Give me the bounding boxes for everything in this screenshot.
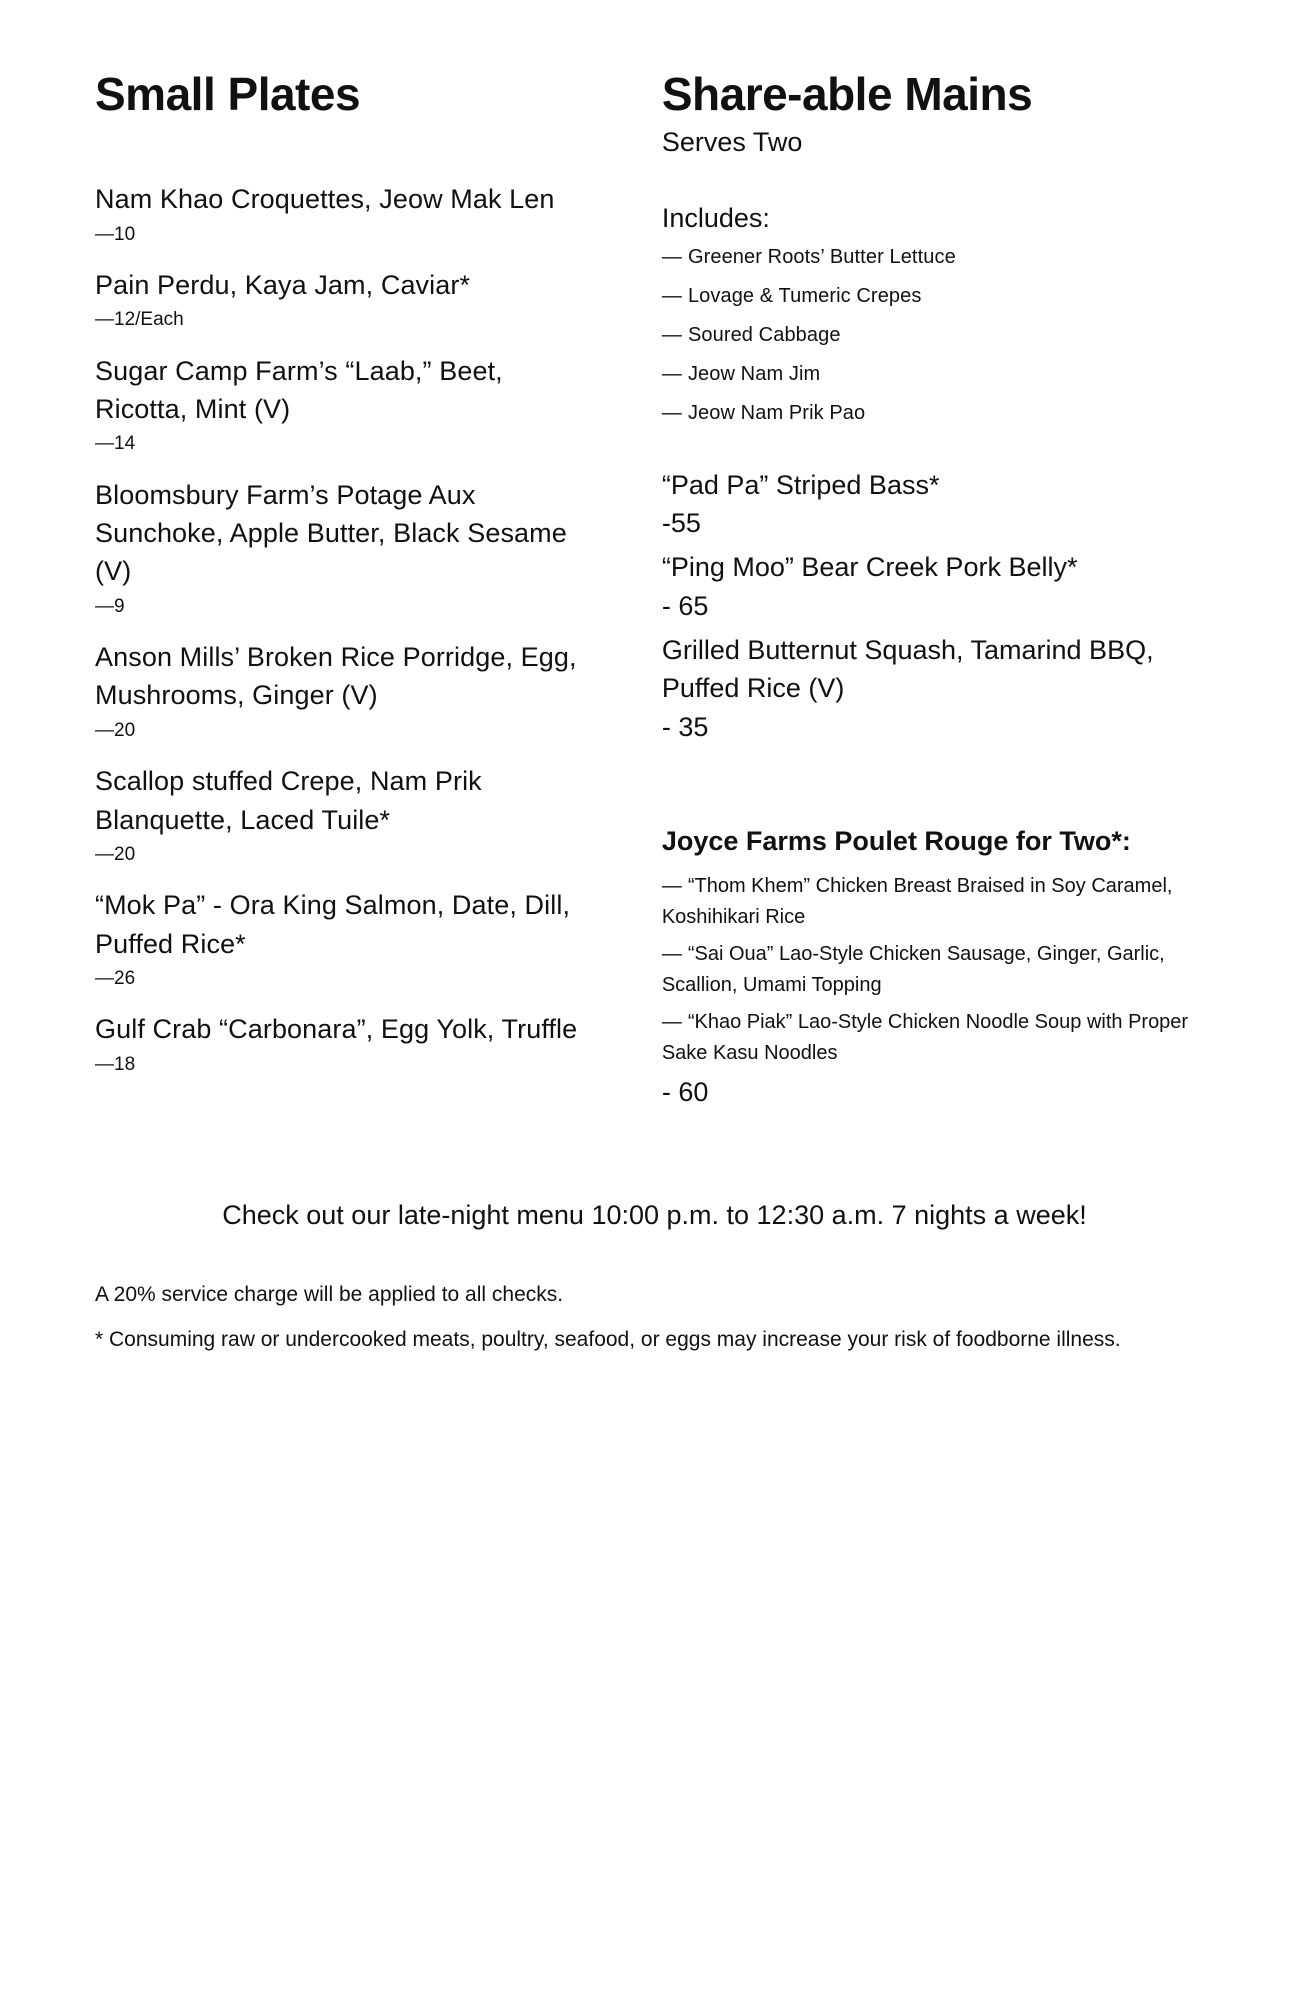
- menu-item: [95, 476, 600, 622]
- menu-item-price: —9: [95, 595, 125, 617]
- mains-list: [662, 466, 1214, 746]
- dash-glyph: —: [661, 401, 682, 424]
- main-item-name: “Pad Pa” Striped Bass*: [661, 469, 940, 500]
- includes-list: [662, 246, 1214, 424]
- small-plates-column: [95, 70, 600, 1096]
- includes-item-label: Lovage & Tumeric Crepes: [687, 284, 922, 307]
- menu-item-name: Gulf Crab “Carbonara”, Egg Yolk, Truffle: [95, 1014, 578, 1045]
- menu-item-name: Pain Perdu, Kaya Jam, Caviar*: [95, 270, 471, 301]
- menu-item-name: Nam Khao Croquettes, Jeow Mak Len: [95, 184, 555, 215]
- menu-item: [95, 762, 600, 870]
- main-item: [662, 631, 1214, 746]
- dash-glyph: —: [661, 943, 682, 966]
- dash-glyph: —: [661, 875, 682, 898]
- small-plates-list: [95, 180, 600, 1080]
- menu-item-price: —18: [95, 1053, 136, 1075]
- poulet-list-item: [662, 939, 1214, 1001]
- menu-item: [95, 886, 600, 994]
- main-item-price: -55: [661, 508, 701, 539]
- includes-list-item: [662, 363, 1214, 385]
- consumption-disclaimer: * Consuming raw or undercooked meats, poultry, seafood, or eggs may increase your risk of foodborne illness.: [95, 1327, 1121, 1351]
- main-item-price: - 35: [661, 711, 709, 742]
- poulet-rouge-price: - 60: [661, 1077, 709, 1108]
- fine-print: [95, 1279, 1214, 1356]
- poulet-rouge-title: Joyce Farms Poulet Rouge for Two*:: [661, 826, 1131, 857]
- main-item: [662, 548, 1214, 625]
- poulet-item-label: “Thom Khem” Chicken Breast Braised in Soy Caramel, Koshihikari Rice: [661, 875, 1173, 929]
- menu-item-price: —26: [95, 967, 136, 989]
- menu-item: [95, 638, 600, 746]
- menu-item-name: Sugar Camp Farm’s “Laab,” Beet, Ricotta, Mint (V): [95, 355, 503, 425]
- main-item-name: “Ping Moo” Bear Creek Pork Belly*: [661, 552, 1078, 583]
- service-charge-note: A 20% service charge will be applied to all checks.: [95, 1283, 564, 1307]
- menu-item-price: —10: [95, 223, 136, 245]
- includes-list-item: [662, 246, 1214, 268]
- shareable-mains-subtitle: Serves Two: [661, 127, 803, 158]
- poulet-rouge-list: [662, 871, 1214, 1069]
- menu-item: [95, 352, 600, 460]
- dash-glyph: —: [661, 245, 682, 268]
- includes-item-label: Greener Roots’ Butter Lettuce: [687, 245, 956, 268]
- menu-item-price: —14: [95, 433, 136, 455]
- menu-item: [95, 180, 600, 250]
- menu-columns: [95, 70, 1214, 1108]
- includes-block: [662, 201, 1214, 424]
- menu-item-name: Bloomsbury Farm’s Potage Aux Sunchoke, Apple Butter, Black Sesame (V): [95, 479, 567, 587]
- includes-list-item: [662, 402, 1214, 424]
- includes-item-label: Jeow Nam Jim: [687, 362, 821, 385]
- poulet-list-item: [662, 1007, 1214, 1069]
- poulet-item-label: “Sai Oua” Lao-Style Chicken Sausage, Ginger, Garlic, Scallion, Umami Topping: [661, 943, 1165, 997]
- menu-item-price: —12/Each: [95, 309, 184, 331]
- small-plates-heading: Small Plates: [95, 68, 361, 120]
- shareable-mains-heading: Share-able Mains: [661, 68, 1033, 120]
- menu-item-name: Anson Mills’ Broken Rice Porridge, Egg, Mushrooms, Ginger (V): [95, 642, 577, 711]
- includes-list-item: [662, 285, 1214, 307]
- includes-label: Includes:: [661, 202, 770, 233]
- shareable-mains-column: [662, 70, 1214, 1108]
- includes-item-label: Soured Cabbage: [687, 323, 841, 346]
- menu-item: [95, 266, 600, 336]
- menu-item-name: “Mok Pa” - Ora King Salmon, Date, Dill, Puffed Rice*: [95, 890, 571, 959]
- late-night-note: Check out our late-night menu 10:00 p.m. to 12:30 a.m. 7 nights a week!: [222, 1200, 1087, 1231]
- includes-list-item: [662, 324, 1214, 346]
- dash-glyph: —: [661, 362, 682, 385]
- main-item: [662, 466, 1214, 543]
- main-item-name: Grilled Butternut Squash, Tamarind BBQ, Puffed Rice (V): [661, 635, 1154, 704]
- poulet-item-label: “Khao Piak” Lao-Style Chicken Noodle Soup with Proper Sake Kasu Noodles: [661, 1011, 1189, 1065]
- dash-glyph: —: [661, 323, 682, 346]
- main-item-price: - 65: [661, 590, 709, 621]
- dash-glyph: —: [661, 1011, 682, 1034]
- menu-item-name: Scallop stuffed Crepe, Nam Prik Blanquette, Laced Tuile*: [95, 766, 482, 835]
- menu-item-price: —20: [95, 719, 136, 741]
- menu-footer: [95, 1198, 1214, 1356]
- menu-item: [95, 1010, 600, 1080]
- dash-glyph: —: [661, 284, 682, 307]
- poulet-rouge-block: [662, 824, 1214, 1108]
- includes-item-label: Jeow Nam Prik Pao: [687, 401, 866, 424]
- menu-item-price: —20: [95, 843, 136, 865]
- poulet-list-item: [662, 871, 1214, 933]
